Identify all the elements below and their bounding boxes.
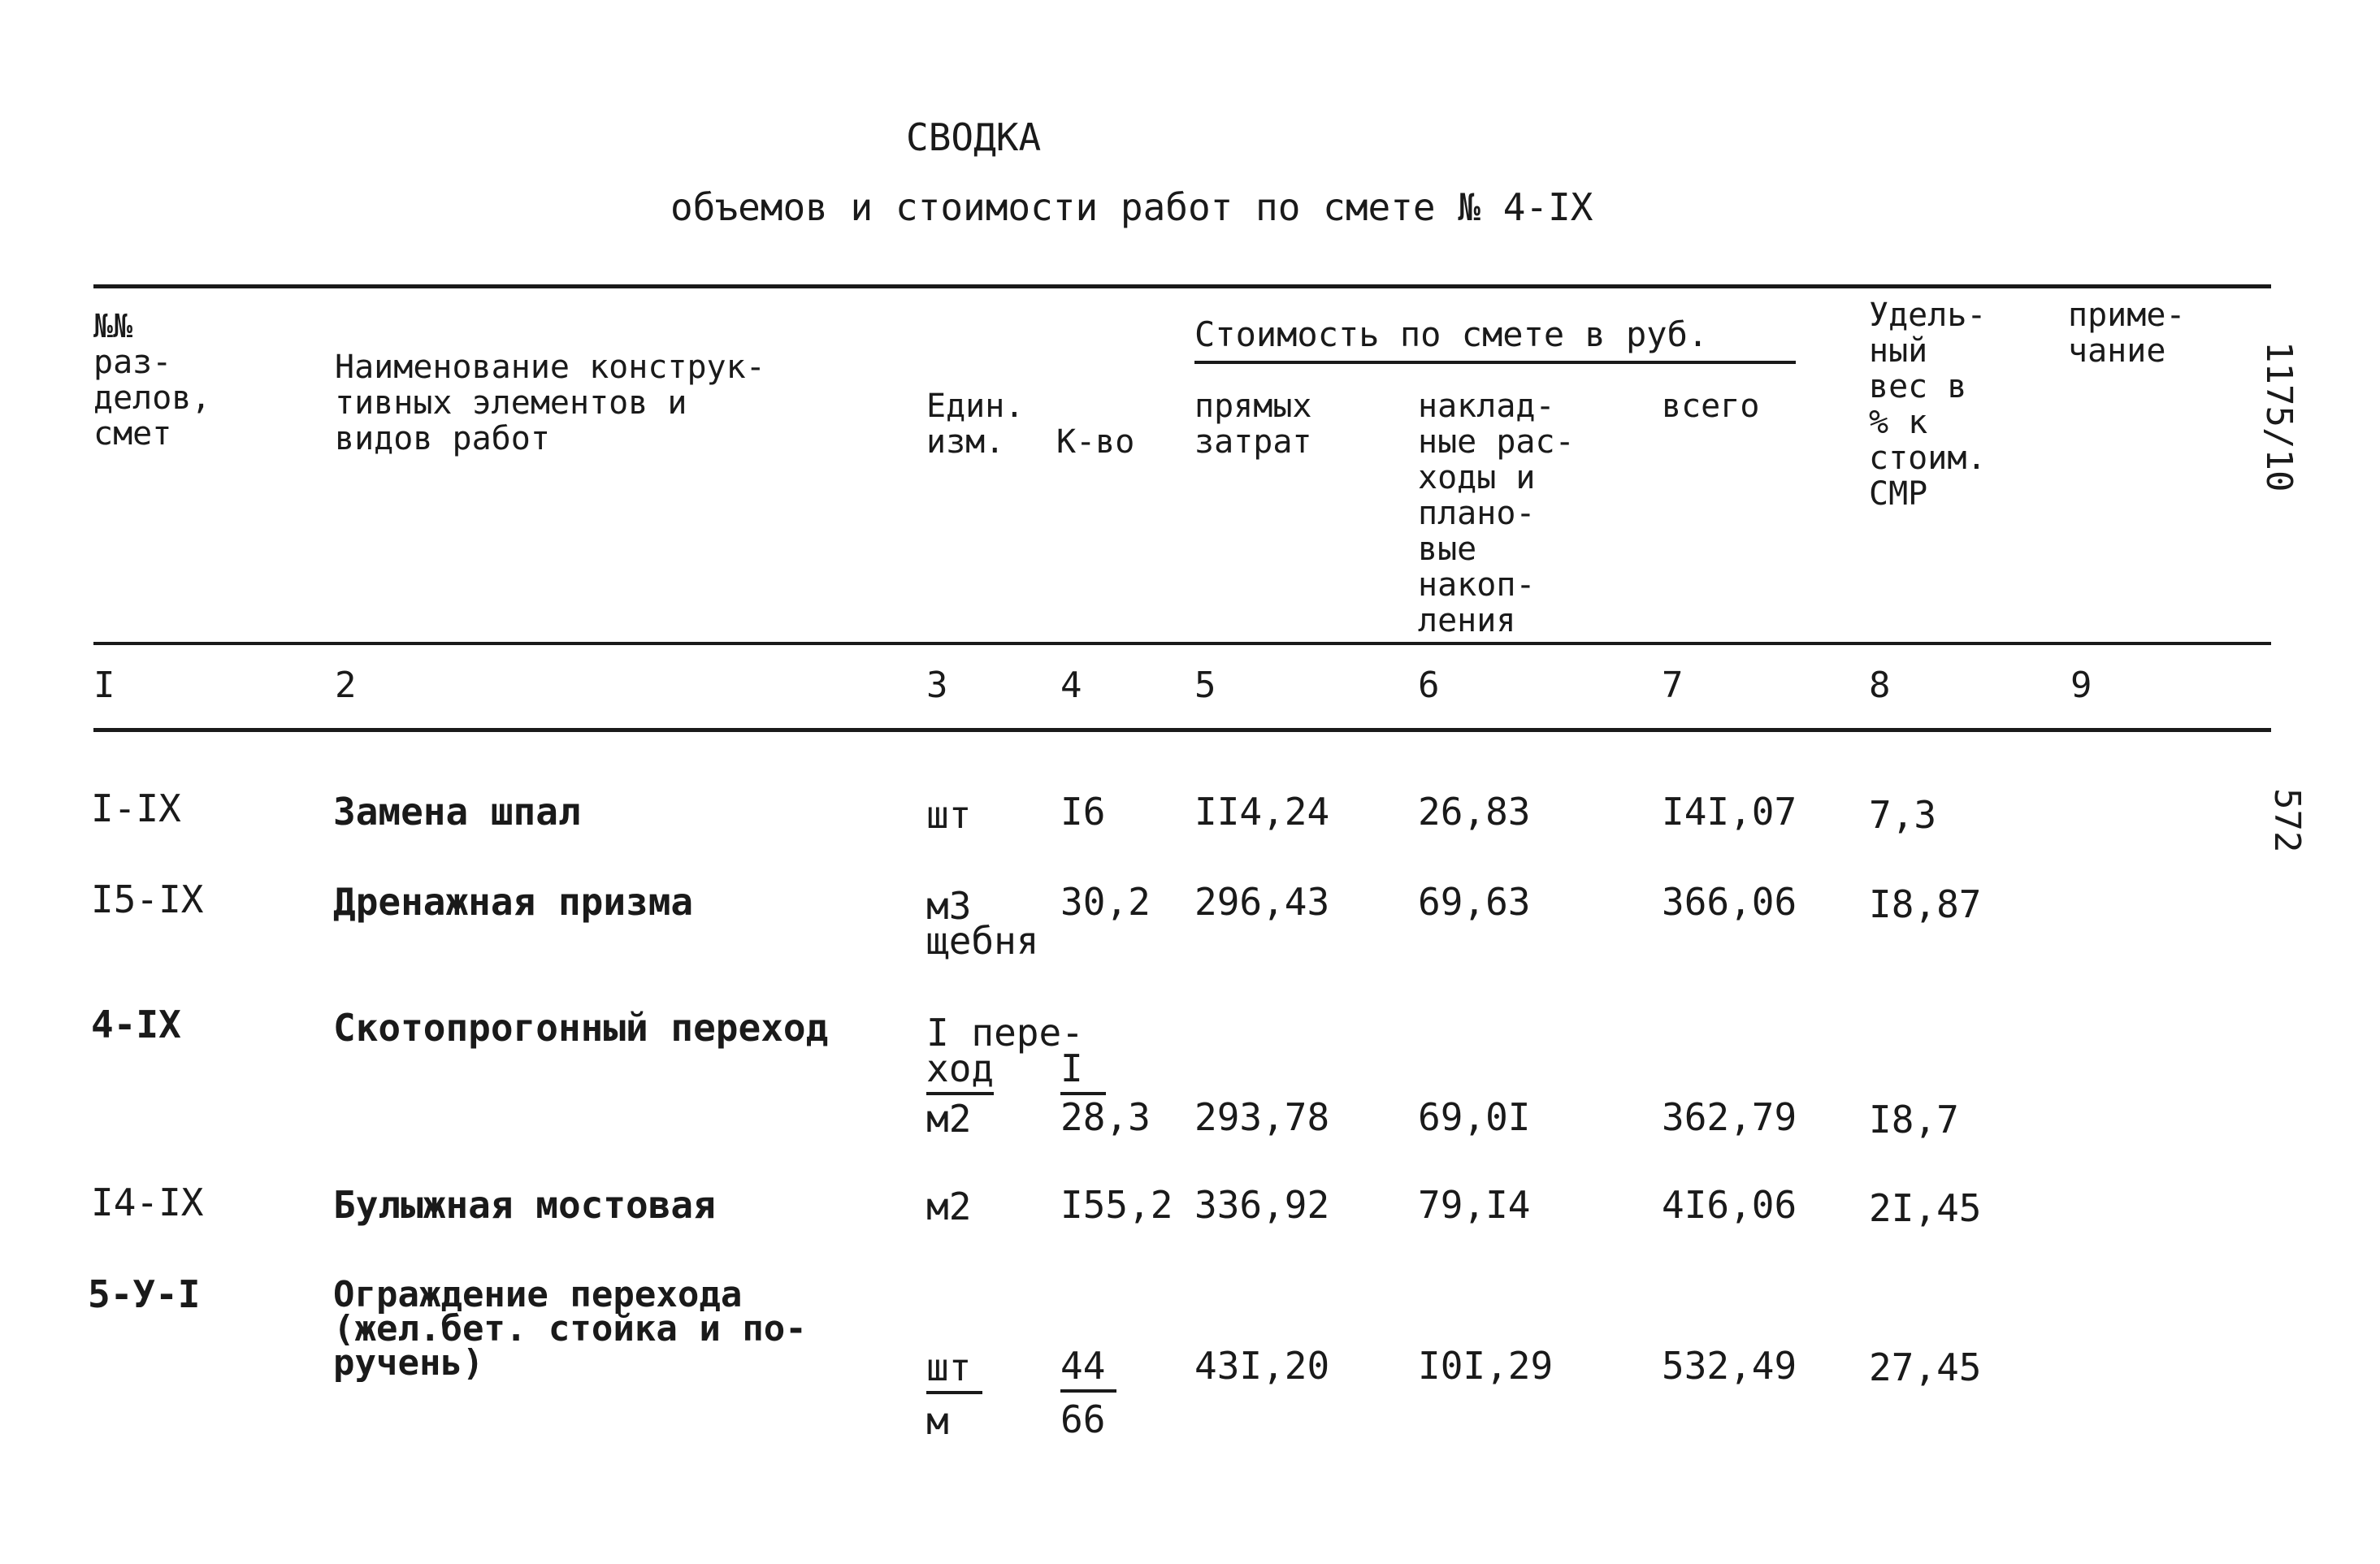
doc-title: СВОДКА: [906, 115, 1042, 159]
page-number: 572: [2266, 788, 2308, 853]
row-code: 5-У-I: [88, 1272, 201, 1316]
header-overhead: наклад- ные рас- ходы и плано- вые накоп- ления: [1418, 388, 1575, 639]
col-number: 7: [1662, 665, 1684, 706]
row-unit: шт: [926, 1345, 982, 1394]
row-unit-b: ход: [926, 1046, 994, 1095]
archive-number: 1175/10: [2258, 341, 2300, 492]
row-overhead: I0I,29: [1418, 1344, 1554, 1388]
col-number: 6: [1418, 665, 1440, 706]
row-direct: II4,24: [1194, 790, 1330, 834]
header-quantity: К-во: [1056, 423, 1135, 461]
row-code: I4-IX: [91, 1181, 204, 1224]
header-total: всего: [1662, 388, 1760, 425]
column-numbers-rule: [93, 728, 2271, 732]
table-top-rule: [93, 284, 2271, 288]
row-qty-2: 66: [1060, 1397, 1106, 1441]
row-code: 4-IX: [91, 1003, 181, 1046]
col-number: I: [93, 665, 115, 706]
col-number: 3: [926, 665, 948, 706]
row-qty: I55,2: [1060, 1183, 1173, 1227]
header-section: №№ раз- делов, смет: [93, 308, 211, 453]
row-name-line3: ручень): [333, 1342, 484, 1384]
row-unit: м2: [926, 1097, 972, 1141]
row-direct: 296,43: [1194, 880, 1330, 924]
row-unit: шт: [926, 793, 972, 837]
group-header-rule: [1194, 361, 1796, 364]
row-direct: 43I,20: [1194, 1344, 1330, 1388]
row-qty: 28,3: [1060, 1095, 1151, 1139]
row-unit: м2: [926, 1185, 972, 1228]
row-name: Замена шпал: [333, 790, 581, 834]
row-total: I4I,07: [1662, 790, 1797, 834]
row-unit-a: I пере-: [926, 1011, 1084, 1055]
row-share: 7,3: [1869, 793, 1937, 837]
col-number: 8: [1869, 665, 1891, 706]
row-unit-2: м: [926, 1399, 949, 1443]
row-total: 4I6,06: [1662, 1183, 1797, 1227]
col-number: 5: [1194, 665, 1216, 706]
header-cost-group: Стоимость по смете в руб.: [1194, 314, 1709, 354]
row-name: Скотопрогонный переход: [333, 1006, 829, 1050]
row-code: I-IX: [91, 786, 181, 830]
row-direct: 336,92: [1194, 1183, 1330, 1227]
row-unit-note: щебня: [926, 919, 1039, 963]
row-qty-a: I: [1060, 1046, 1106, 1095]
doc-subtitle: объемов и стоимости работ по смете № 4-IX: [670, 185, 1593, 229]
row-total: 366,06: [1662, 880, 1797, 924]
row-name: Дренажная призма: [333, 880, 694, 924]
row-total: 362,79: [1662, 1095, 1797, 1139]
row-overhead: 26,83: [1418, 790, 1531, 834]
col-number: 9: [2070, 665, 2092, 706]
row-name-line1: Ограждение перехода: [333, 1274, 743, 1315]
row-qty: I6: [1060, 790, 1106, 834]
col-number: 2: [335, 665, 357, 706]
row-total: 532,49: [1662, 1344, 1797, 1388]
row-share: I8,87: [1869, 882, 1982, 926]
row-overhead: 69,63: [1418, 880, 1531, 924]
header-name: Наименование конструк- тивных элементов и видов работ: [335, 349, 765, 457]
row-overhead: 69,0I: [1418, 1095, 1531, 1139]
header-share: Удель- ный вес в % к стоим. СМР: [1869, 297, 1987, 513]
header-unit: Един. изм.: [926, 388, 1025, 461]
row-unit: м3: [926, 884, 972, 928]
row-name-line2: (жел.бет. стойка и по-: [333, 1308, 807, 1350]
row-share: 27,45: [1869, 1345, 1982, 1389]
header-note: приме- чание: [2068, 297, 2186, 370]
header-direct: прямых затрат: [1194, 388, 1312, 461]
row-share: I8,7: [1869, 1098, 1959, 1142]
row-qty: 30,2: [1060, 880, 1151, 924]
row-direct: 293,78: [1194, 1095, 1330, 1139]
header-bottom-rule: [93, 642, 2271, 645]
row-qty: 44: [1060, 1344, 1116, 1393]
row-code: I5-IX: [91, 877, 204, 921]
row-share: 2I,45: [1869, 1186, 1982, 1230]
row-name: Булыжная мостовая: [333, 1183, 716, 1227]
row-overhead: 79,I4: [1418, 1183, 1531, 1227]
col-number: 4: [1060, 665, 1082, 706]
